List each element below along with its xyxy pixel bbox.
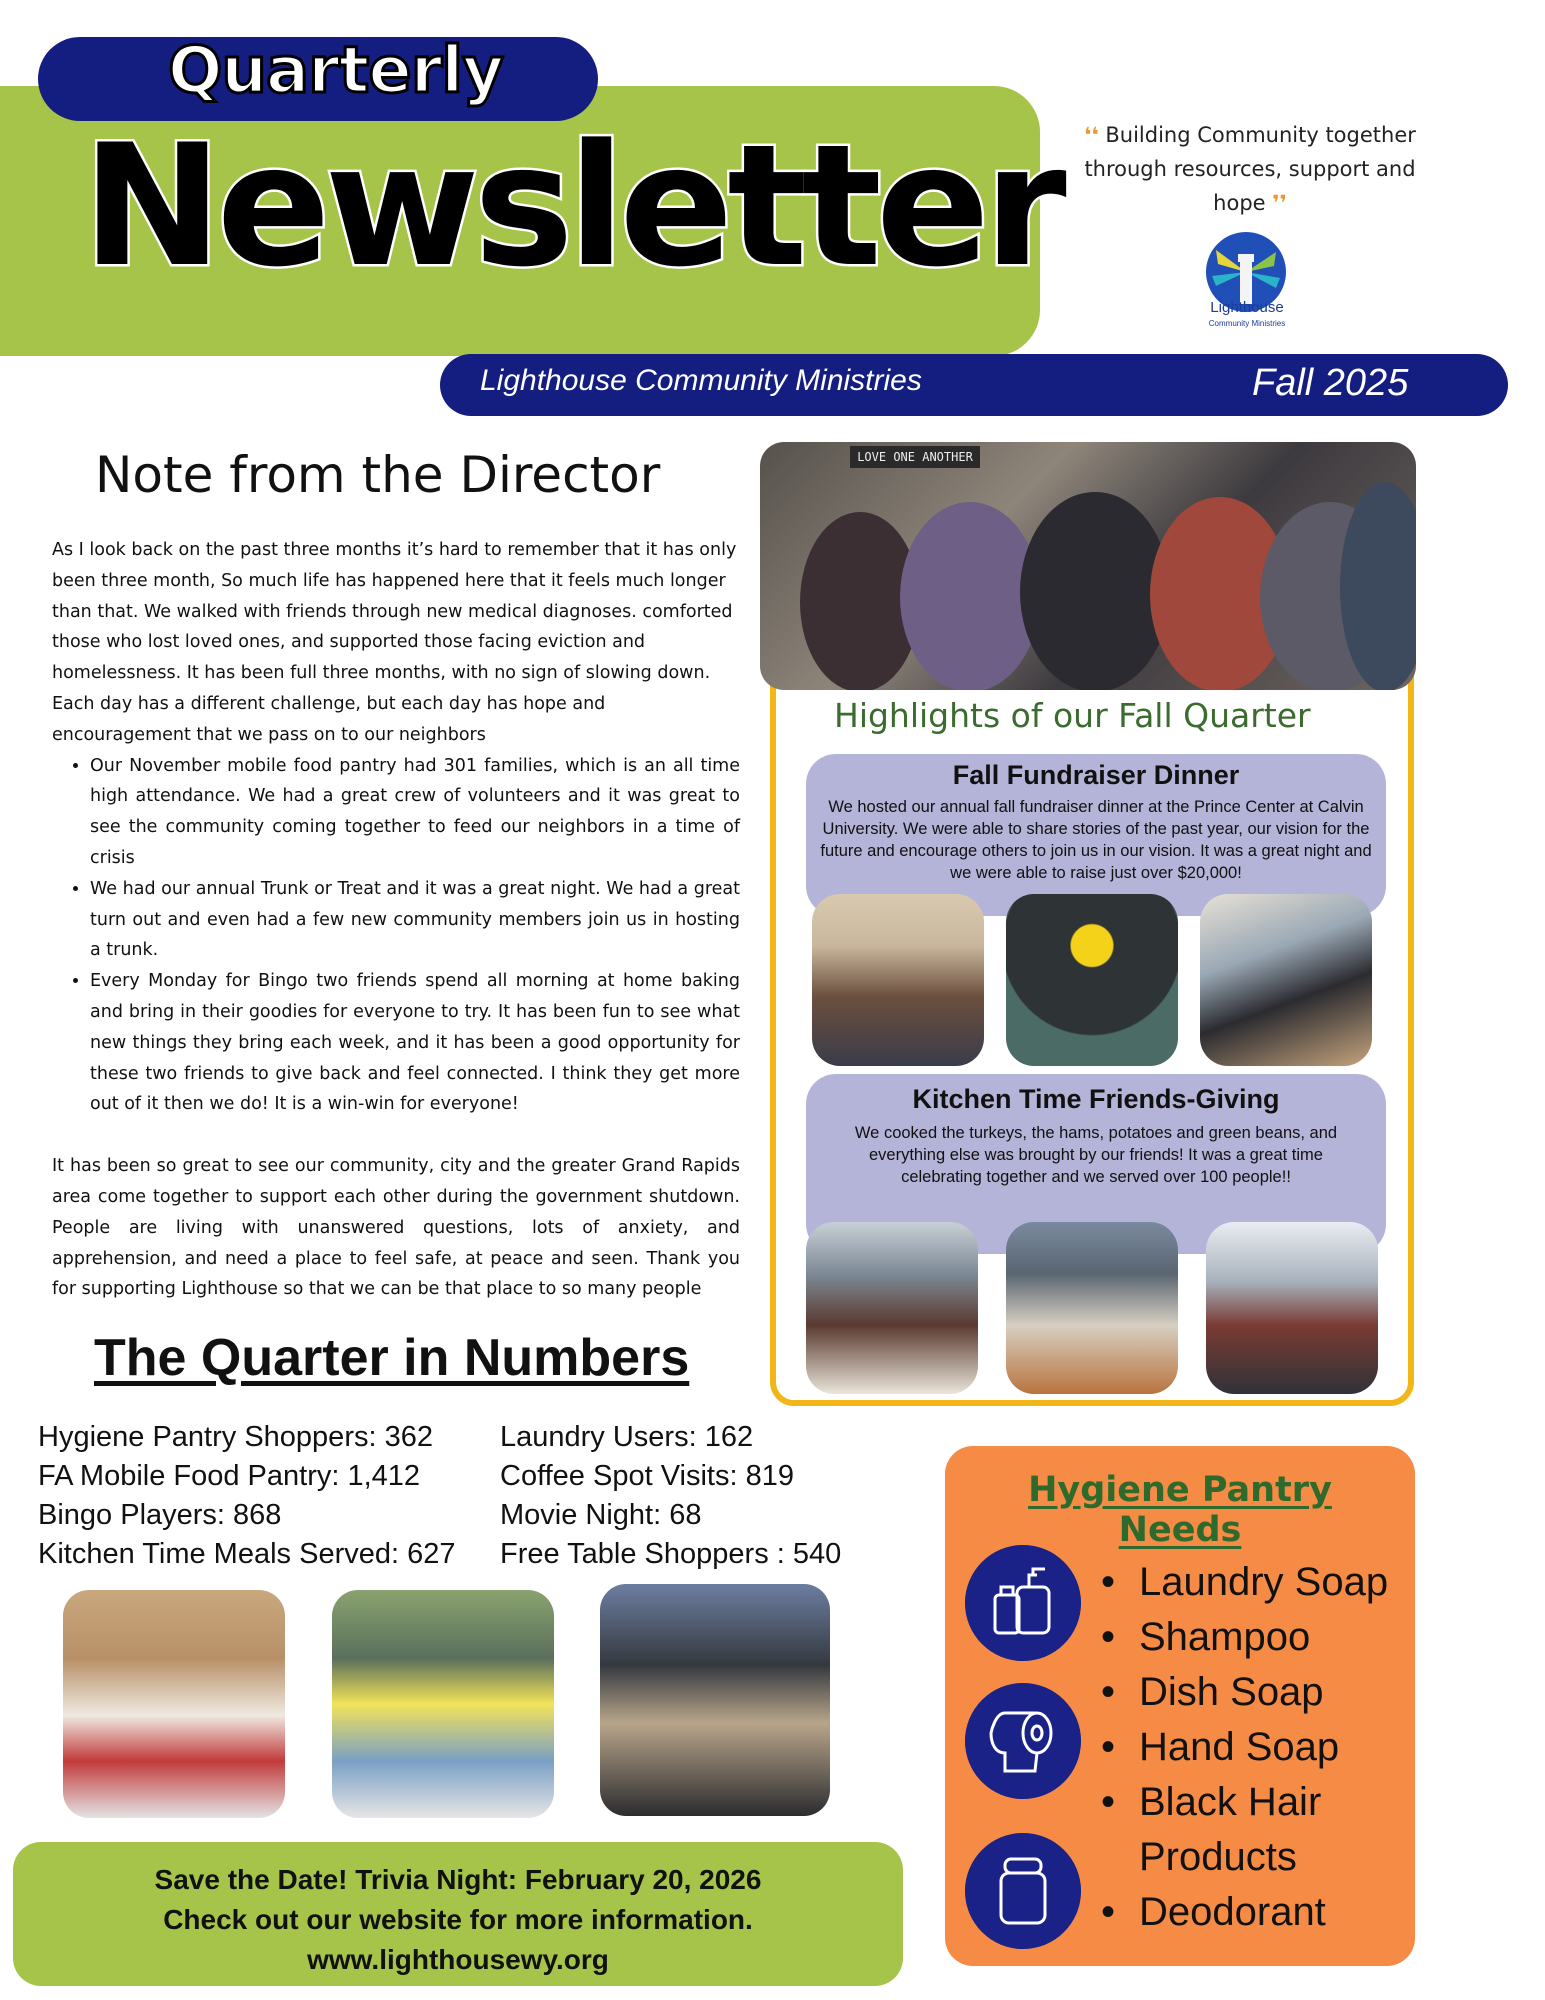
save-the-date-box — [13, 1842, 903, 1986]
director-bullet-trunk-or-treat: • We had our annual Trunk or Treat and it was a great night. We had a great turn out and even had a few new community members join us in hosting a trunk. — [90, 874, 740, 966]
stat-hygiene-pantry: Hygiene Pantry Shoppers: 362 — [38, 1421, 433, 1453]
group-photo — [760, 442, 1416, 690]
stat-free-table: Free Table Shoppers : 540 — [500, 1538, 842, 1570]
need-shampoo: • Shampoo — [1097, 1610, 1417, 1665]
need-laundry-soap: • Laundry Soap — [1097, 1555, 1417, 1610]
friendsgiving-photo-1 — [806, 1222, 978, 1394]
director-bullet-pantry: • Our November mobile food pantry had 301 families, which is an all time high attendance. We had a great crew of volunteers and it was great to see the community coming together to feed our neighbors in a time of crisis — [90, 751, 740, 874]
org-name: Lighthouse Community Ministries — [480, 364, 922, 397]
friendsgiving-photo-3 — [1206, 1222, 1378, 1394]
logo-subtitle: Community Ministries — [1208, 319, 1286, 328]
fundraiser-photo-guests — [1200, 894, 1372, 1066]
stat-mobile-food-pantry: FA Mobile Food Pantry: 1,412 — [38, 1460, 421, 1492]
stat-coffee-spot: Coffee Spot Visits: 819 — [500, 1460, 794, 1492]
stat-movie-night: Movie Night: 68 — [500, 1499, 702, 1531]
website-info-line: Check out our website for more information. — [163, 1904, 753, 1935]
director-intro: As I look back on the past three months it’s hard to remember that it has only been three month, So much life has happened here that it feels much longer than that. We walked with friends through new medical diagnoses. comforted those who lost loved ones, and supported those facing eviction and homelessness. It has been full three months, with no sign of slowing down. Each day has a different challenge, but each day has hope and encouragement that we pass on to our neighbors — [52, 540, 737, 745]
photo-trunk-or-treat — [600, 1584, 830, 1816]
need-black-hair-products: • Black Hair Products — [1097, 1775, 1417, 1885]
quarterly-label: Quarterly — [168, 34, 503, 108]
logo-caption — [1192, 300, 1302, 332]
fundraiser-photo-hall — [812, 894, 984, 1066]
director-closing: It has been so great to see our community, city and the greater Grand Rapids area come together to support each other during the government shutdown. People are living with unanswered questions, lots of anxiety, and apprehension, and need a place to feel safe, at peace and seen. Thank you for supporting Lighthouse so that we can be that place to so many people — [52, 1156, 740, 1300]
director-note-title: Note from the Director — [95, 446, 661, 504]
event-title-friendsgiving: Kitchen Time Friends-Giving — [912, 1084, 1280, 1114]
stats-left-column — [38, 1418, 455, 1574]
tagline-text: Building Community together through resources, support and hope — [1084, 123, 1416, 215]
event-body-fundraiser: We hosted our annual fall fundraiser dinner at the Prince Center at Calvin University. We were able to share stories of the past year, our vision for the future and encourage others to join us in our vision. It was a great night and we were able to raise just over $20,000! — [820, 798, 1372, 882]
fundraiser-photo-table — [1006, 894, 1178, 1066]
event-card-fundraiser — [806, 754, 1386, 916]
director-note-body — [52, 535, 740, 1305]
hygiene-needs-title: Hygiene Pantry Needs — [1028, 1470, 1332, 1550]
director-bullets — [90, 751, 740, 1121]
event-body-friendsgiving: We cooked the turkeys, the hams, potatoes and green beans, and everything else was brought by our friends! It was a great time celebrating together and we served over 100 people!! — [854, 1124, 1338, 1186]
numbers-title: The Quarter in Numbers — [94, 1329, 690, 1387]
close-quote-icon: ❜❜ — [1272, 191, 1287, 215]
photo-kids — [332, 1590, 554, 1818]
stat-laundry-users: Laundry Users: 162 — [500, 1421, 754, 1453]
tagline — [1070, 118, 1430, 220]
open-quote-icon: ❛❛ — [1084, 123, 1099, 147]
logo-name: Lighthouse — [1210, 299, 1284, 316]
need-hand-soap: • Hand Soap — [1097, 1720, 1417, 1775]
stat-kitchen-meals: Kitchen Time Meals Served: 627 — [38, 1538, 456, 1570]
website-url[interactable]: www.lighthousewy.org — [307, 1944, 609, 1975]
newsletter-title: Newsletter — [82, 108, 1061, 304]
director-bullet-bingo: • Every Monday for Bingo two friends spend all morning at home baking and bring in their goodies for everyone to try. It has been fun to see what new things they bring each week, and it has been a good opportunity for these two friends to give back and feel connected. I think they get more out of it then we do! It is a win-win for everyone! — [90, 966, 740, 1120]
hygiene-needs-list — [1097, 1555, 1417, 1940]
deodorant-icon — [965, 1833, 1081, 1949]
event-title-fundraiser: Fall Fundraiser Dinner — [952, 760, 1240, 790]
save-the-date-line: Save the Date! Trivia Night: February 20, 2026 — [154, 1864, 762, 1895]
highlights-title: Highlights of our Fall Quarter — [834, 696, 1311, 735]
photo-sign: LOVE ONE ANOTHER — [850, 446, 980, 468]
stat-bingo-players: Bingo Players: 868 — [38, 1499, 282, 1531]
photo-pantry-shopper — [63, 1590, 285, 1818]
stats-right-column — [500, 1418, 841, 1574]
need-dish-soap: • Dish Soap — [1097, 1665, 1417, 1720]
friendsgiving-photo-2 — [1006, 1222, 1178, 1394]
season-label: Fall 2025 — [1252, 362, 1409, 404]
need-deodorant: • Deodorant — [1097, 1885, 1417, 1940]
soap-bottles-icon — [965, 1545, 1081, 1661]
toilet-paper-icon — [965, 1683, 1081, 1799]
